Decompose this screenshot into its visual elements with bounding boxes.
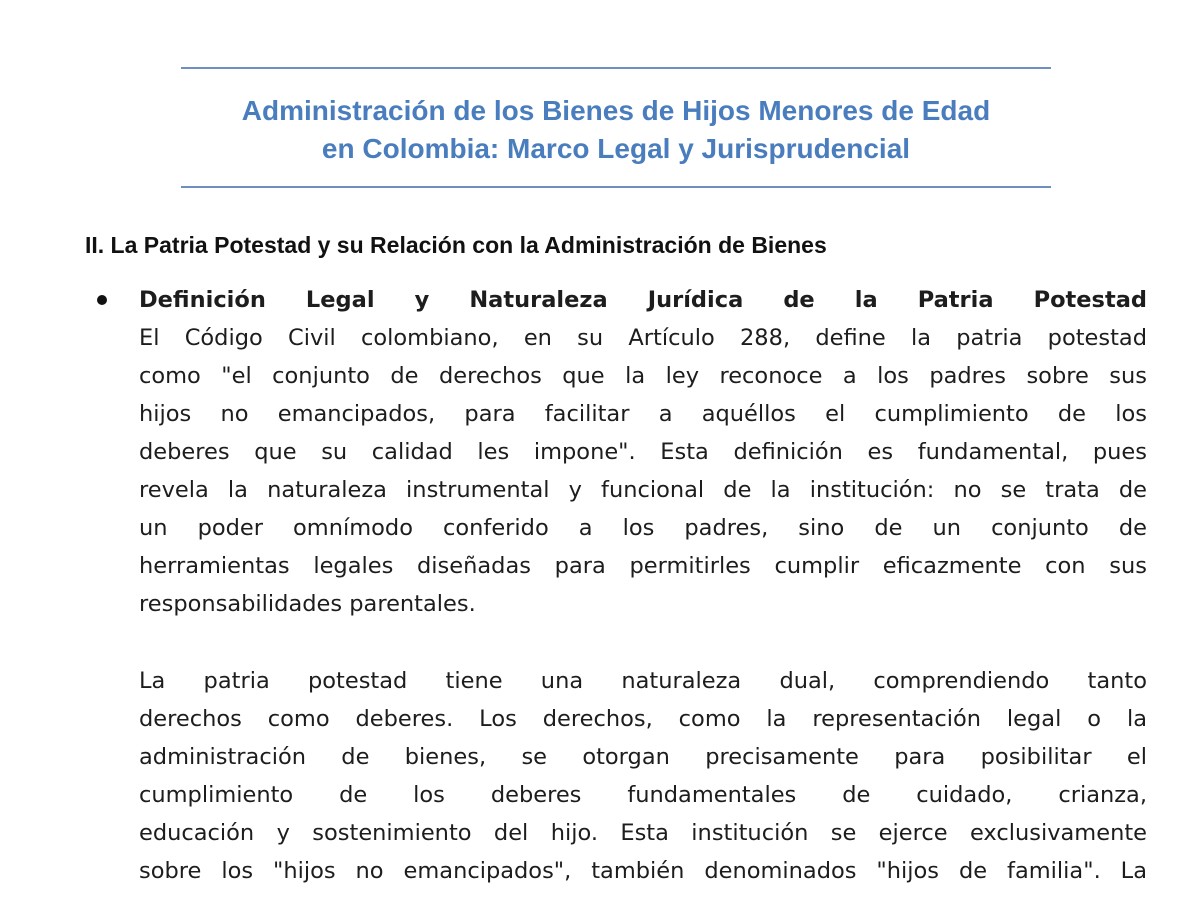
title-bottom-rule [181, 186, 1051, 188]
paragraph-2 [139, 662, 1147, 890]
paragraph-line: El Código Civil colombiano, en su Artículo 288, define la patria potestad [139, 325, 1147, 351]
bullet-title: Definición Legal y Naturaleza Jurídica de la Patria Potestad [139, 287, 1147, 313]
paragraph-line: derechos como deberes. Los derechos, como la representación legal o la [139, 706, 1147, 732]
title-line: Administración de los Bienes de Hijos Menores de Edad [241, 95, 991, 126]
bullet-icon [97, 295, 107, 305]
title-line: en Colombia: Marco Legal y Jurisprudencial [321, 133, 911, 164]
paragraph-line: revela la naturaleza instrumental y funcional de la institución: no se trata de [139, 477, 1147, 503]
paragraph-line: herramientas legales diseñadas para permitirles cumplir eficazmente con sus [139, 553, 1147, 579]
paragraph-line: La patria potestad tiene una naturaleza dual, comprendiendo tanto [139, 668, 1147, 694]
document-title [181, 92, 1051, 168]
paragraph-line: como "el conjunto de derechos que la ley reconoce a los padres sobre sus [139, 363, 1147, 389]
paragraph-line: deberes que su calidad les impone". Esta definición es fundamental, pues [139, 439, 1147, 465]
paragraph-line: sobre los "hijos no emancipados", también denominados "hijos de familia". La [139, 858, 1147, 884]
paragraph-line: administración de bienes, se otorgan precisamente para posibilitar el [139, 744, 1147, 770]
paragraph-line: responsabilidades parentales. [139, 591, 476, 617]
bullet-content [139, 281, 1147, 623]
paragraph-line: educación y sostenimiento del hijo. Esta institución se ejerce exclusivamente [139, 820, 1147, 846]
title-top-rule [181, 67, 1051, 69]
paragraph-line: cumplimiento de los deberes fundamentales de cuidado, crianza, [139, 782, 1147, 808]
section-heading: II. La Patria Potestad y su Relación con la Administración de Bienes [85, 232, 827, 258]
paragraph-line: hijos no emancipados, para facilitar a aquéllos el cumplimiento de los [139, 401, 1147, 427]
paragraph-line: un poder omnímodo conferido a los padres, sino de un conjunto de [139, 515, 1147, 541]
